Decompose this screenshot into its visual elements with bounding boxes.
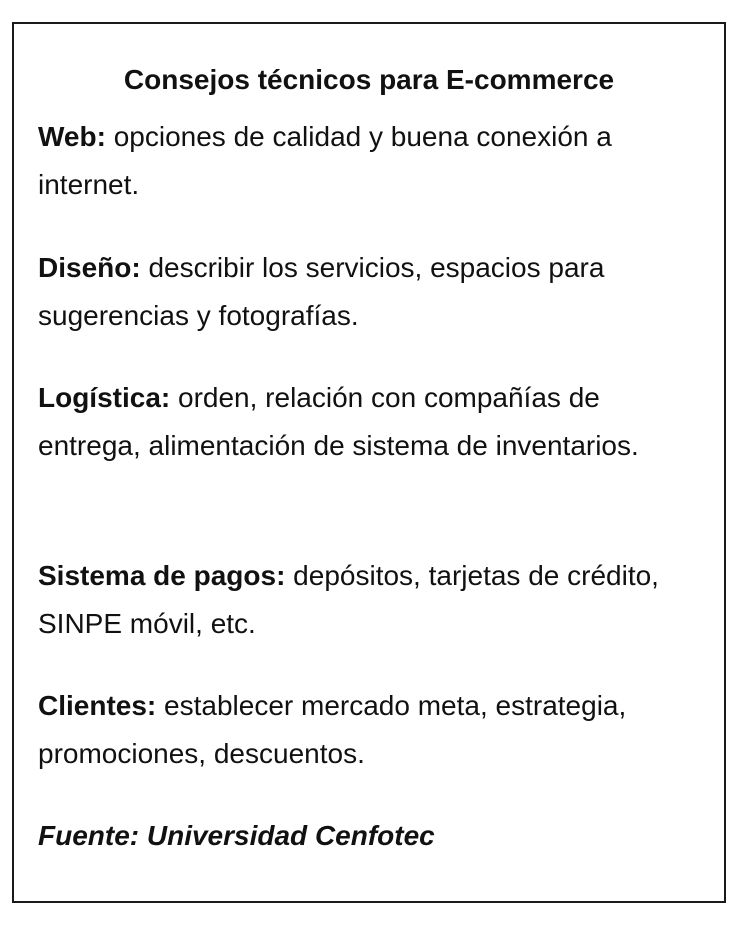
tip-label: Sistema de pagos: (38, 560, 286, 591)
tip-text: opciones de calidad y buena conexión a internet. (38, 121, 612, 200)
tip-logistica (38, 374, 708, 470)
tip-web (38, 113, 708, 209)
tip-label: Clientes: (38, 690, 157, 721)
tips-box (12, 22, 726, 903)
tip-sistema-de-pagos (38, 552, 708, 648)
tip-label: Web: (38, 121, 106, 152)
tip-text: orden, relación con compañías de entrega, alimentación de sistema de inventarios. (38, 382, 639, 461)
tip-text: depósitos, tarjetas de crédito, SINPE móvil, etc. (38, 560, 659, 639)
tip-label: Logística: (38, 382, 171, 413)
box-title: Consejos técnicos para E-commerce (123, 64, 615, 95)
tip-text: describir los servicios, espacios para sugerencias y fotografías. (38, 252, 605, 331)
tip-label: Diseño: (38, 252, 141, 283)
source-note: Fuente: Universidad Cenfotec (38, 820, 435, 851)
tip-clientes (38, 682, 708, 778)
tip-diseno (38, 244, 708, 340)
tip-text: establecer mercado meta, estrategia, promociones, descuentos. (38, 690, 627, 769)
